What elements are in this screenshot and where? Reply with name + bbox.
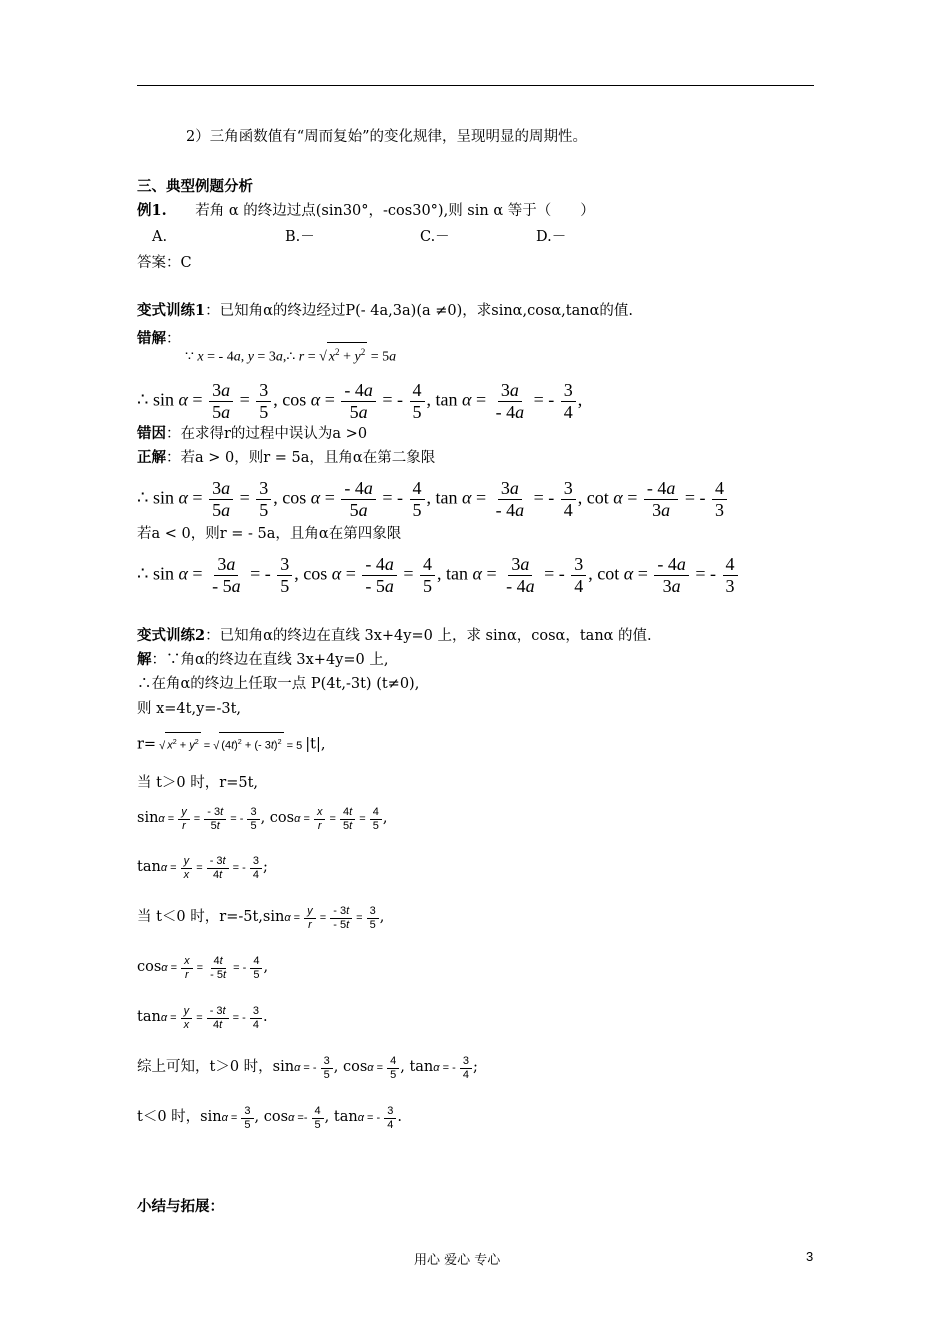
negative-t-case: 当 t＜0 时，r=-5t,sinα = $\frac{y}{r}$ = $\frac{- 3t}{- 5t}$ = $\frac{3}{5}$ , bbox=[137, 905, 385, 931]
summary-negative-text: t＜0 时， bbox=[137, 1109, 201, 1126]
summary-negative: t＜0 时，sinα = $\frac{3}{5}$ , cosα =- $\frac{4}{5}$ , tanα = - $\frac{3}{4}$ . bbox=[137, 1105, 402, 1131]
page-number: 3 bbox=[806, 1249, 814, 1264]
summary-positive-text: 综上可知，t＞0 时， bbox=[137, 1059, 273, 1076]
wrong-solution-step1: ∵ x = - 4a, y = 3a,∴ r = √ $x^2 + y^2 = 5a$ bbox=[185, 342, 396, 367]
footer-motto: 用心 爱心 专心 bbox=[414, 1253, 501, 1268]
wrong-solution-heading bbox=[137, 330, 181, 348]
correct-solution-text: ：若a > 0，则r = 5a，且角α在第二象限 bbox=[166, 450, 436, 466]
negative-case: 若a < 0，则r = - 5a，且角α在第四象限 bbox=[137, 526, 402, 542]
positive-tan: tanα = $\frac{y}{x}$ = $\frac{- 3t}{4t}$ = - $\frac{3}{4}$ ; bbox=[137, 855, 268, 881]
solution-line3: 则 x=4t,y=-3t, bbox=[137, 701, 241, 717]
section-heading: 三、典型例题分析 bbox=[137, 178, 253, 195]
option-c: C.－ bbox=[420, 229, 450, 245]
negative-t-text: 当 t＜0 时，r=-5t, bbox=[137, 909, 263, 926]
positive-t-case: 当 t＞0 时，r=5t, bbox=[137, 775, 259, 791]
option-d: D.－ bbox=[536, 229, 567, 245]
wrong-solution-colon: ： bbox=[166, 331, 181, 347]
variant-2-text: ：已知角α的终边在直线 3x+4y=0 上，求 sinα，cosα，tanα 的值. bbox=[205, 628, 652, 644]
option-a: A. bbox=[152, 229, 168, 245]
option-b: B.－ bbox=[285, 229, 315, 245]
correct-negative-values: ∴ sin α = $\frac{3a}{- 5a}$ = - $\frac{3}{5}$ , cos α = $\frac{- 4a}{- 5a}$ = $\frac{4}{5}$ , tan α = $\frac{3a}{- 4a}$ = - $\frac{3}{4}$ , cot α = $\frac{- 4a}{3a}$ = - $\frac{4}{3}$ bbox=[137, 554, 740, 596]
correct-solution bbox=[137, 449, 435, 467]
wrong-reason-label: 错因 bbox=[137, 425, 166, 442]
example-1 bbox=[137, 202, 595, 220]
solution-label: 解 bbox=[137, 651, 152, 668]
variant-1-text: ：已知角α的终边经过P(- 4a,3a)(a ≠0)，求sinα,cosα,tanα的值. bbox=[205, 303, 633, 319]
negative-tan: tanα = $\frac{y}{x}$ = $\frac{- 3t}{4t}$ = - $\frac{3}{4}$ . bbox=[137, 1005, 268, 1031]
wrong-solution-values: ∴ sin α = $\frac{3a}{5a}$ = $\frac{3}{5}$ , cos α = $\frac{- 4a}{5a}$ = - $\frac{4}{5}$ , tan α = $\frac{3a}{- 4a}$ = - $\frac{3}{4}$ , bbox=[137, 380, 583, 422]
example-1-label: 例1. bbox=[137, 202, 167, 219]
periodicity-note: 2）三角函数值有“周而复始”的变化规律，呈现明显的周期性。 bbox=[186, 129, 588, 145]
variant-1-label: 变式训练1 bbox=[137, 302, 206, 319]
radius-formula: r= √ $x^2 + y^2$ = √ $(4t)^2$ + (- 3t)$^2$ = 5 |t|, bbox=[137, 732, 325, 755]
variant-2-question bbox=[137, 627, 652, 645]
wrong-solution-label: 错解 bbox=[137, 330, 166, 347]
wrong-reason bbox=[137, 425, 367, 443]
variant-2-label: 变式训练2 bbox=[137, 627, 206, 644]
summary-positive: 综上可知，t＞0 时，sinα = - $\frac{3}{5}$ , cosα = $\frac{4}{5}$ , tanα = - $\frac{3}{4}$ ; bbox=[137, 1055, 478, 1081]
solution-line2: ∴在角α的终边上任取一点 P(4t,-3t) (t≠0), bbox=[137, 676, 420, 692]
solution-line1 bbox=[137, 651, 388, 669]
header-rule bbox=[137, 85, 814, 86]
solution-text: ：∵角α的终边在直线 3x+4y=0 上, bbox=[151, 652, 389, 668]
correct-solution-label: 正解 bbox=[137, 449, 166, 466]
variant-1-question bbox=[137, 302, 633, 320]
correct-positive-values: ∴ sin α = $\frac{3a}{5a}$ = $\frac{3}{5}$ , cos α = $\frac{- 4a}{5a}$ = - $\frac{4}{5}$ , tan α = $\frac{3a}{- 4a}$ = - $\frac{3}{4}$ , cot α = $\frac{- 4a}{3a}$ = - $\frac{4}{3}$ bbox=[137, 478, 729, 520]
conclusion-heading: 小结与拓展： bbox=[137, 1198, 224, 1215]
example-1-answer: 答案：C bbox=[137, 255, 192, 271]
positive-sin-cos: sinα = $\frac{y}{r}$ = $\frac{- 3t}{5t}$ = - $\frac{3}{5}$ , cosα = $\frac{x}{r}$ = $\frac{4t}{5t}$ = $\frac{4}{5}$ , bbox=[137, 806, 388, 832]
wrong-reason-text: ：在求得r的过程中误认为a >0 bbox=[166, 426, 368, 442]
negative-cos: cosα = $\frac{x}{r}$ = $\frac{4t}{- 5t}$ = - $\frac{4}{5}$ , bbox=[137, 955, 269, 981]
example-1-question: 若角 α 的终边过点(sin30°，-cos30°),则 sin α 等于（ ） bbox=[195, 203, 595, 219]
